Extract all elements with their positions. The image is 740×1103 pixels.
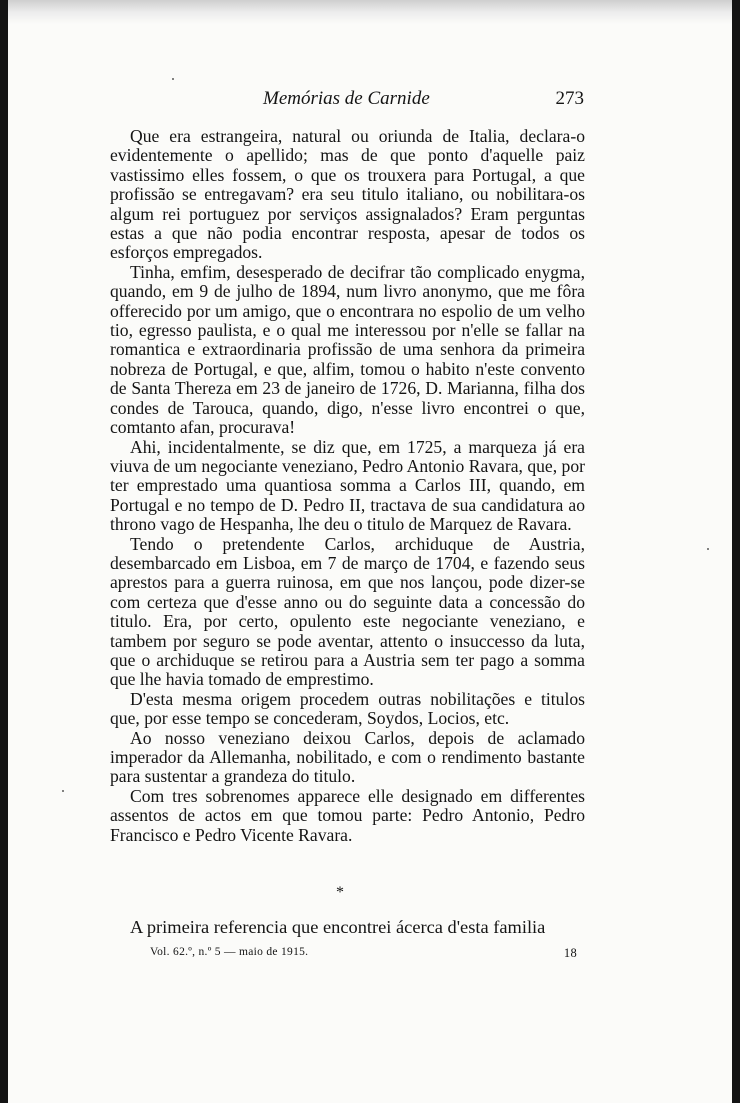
paragraph: Com tres sobrenomes apparece elle designado em differentes assentos de actos em que tomou parte: Pedro Antonio, Pedro Francisco e Pedro Vicente Ravara. — [110, 785, 585, 845]
footer-signature-line — [150, 946, 585, 964]
scan-shadow-top — [0, 0, 740, 24]
paragraph: Tendo o pretendente Carlos, archiduque de Austria, desembarcado em Lisboa, em 7 de março de 1704, e fazendo seus aprestos para a guerra ruinosa, em que nos lançou, pode dizer-se com certeza que d'esse anno ou do seguinte data a concessão do titulo. Era, por certo, opulento este negociante veneziano, e tambem por seguro se pode aventar, attento o insuccesso da luta, que o archiduque se retirou para a Austria sem ter pago a somma que lhe havia tomado de emprestimo. — [110, 533, 585, 690]
running-head — [124, 88, 584, 114]
paragraph: Ao nosso veneziano deixou Carlos, depois de aclamado imperador da Allemanha, nobilitado, e com o rendimento bastante para sustentar a grandeza do titulo. — [110, 727, 585, 787]
section-start-line: A primeira referencia que encontrei ácerca d'esta familia — [130, 917, 546, 937]
scan-speck — [172, 78, 174, 80]
body-text — [110, 127, 585, 845]
page-number: 273 — [555, 88, 584, 109]
footer-volume-info: Vol. 62.º, n.º 5 — maio de 1915. — [150, 946, 309, 958]
scan-border-left — [0, 0, 8, 1103]
paragraph: Que era estrangeira, natural ou oriunda de Italia, declara-o evidentemente o apellido; mas de que ponto d'aquelle paiz vastissimo elles fossem, o que os trouxera para Portugal, a que profissão se entregavam? era seu titulo italiano, ou nobilitara-os algum rei portuguez por serviços assignalados? Eram perguntas estas a que não podia encontrar resposta, apesar de todos os esforços empregados. — [110, 126, 585, 263]
scan-border-right — [732, 0, 740, 1103]
scan-speck — [62, 790, 64, 792]
running-title: Memórias de Carnide — [263, 88, 430, 109]
section-asterism: * — [336, 884, 344, 901]
paragraph: Tinha, emfim, desesperado de decifrar tão complicado enygma, quando, em 9 de julho de 1894, num livro anonymo, que me fôra offerecido por um amigo, que o encontrara no espolio de um velho tio, egresso paulista, e o qual me interessou por n'elle se fallar na romantica e extraordinaria profissão de uma senhora da primeira nobreza de Portugal, e que, alfim, tomou o habito n'este convento de Santa Thereza em 23 de janeiro de 1726, D. Marianna, filha dos condes de Tarouca, quando, digo, n'esse livro encontrei o que, comtanto afan, procurava! — [110, 261, 585, 438]
paragraph: D'esta mesma origem procedem outras nobilitações e titulos que, por esse tempo se concederam, Soydos, Locios, etc. — [110, 688, 585, 729]
paragraph: Ahi, incidentalmente, se diz que, em 1725, a marqueza já era viuva de um negociante veneziano, Pedro Antonio Ravara, que, por ter emprestado uma quantiosa somma a Carlos III, quando, em Portugal e no tempo de D. Pedro II, tractava de sua candidatura ao throno vago de Hespanha, lhe deu o titulo de Marquez de Ravara. — [110, 436, 585, 535]
footer-signature-mark: 18 — [563, 946, 577, 960]
scan-speck — [707, 548, 709, 550]
